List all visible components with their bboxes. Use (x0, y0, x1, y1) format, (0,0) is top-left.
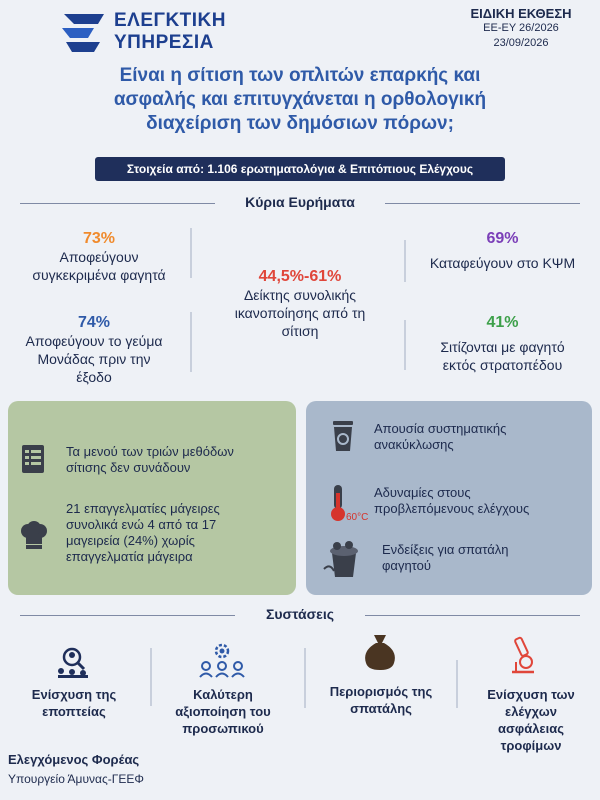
finding-text: Δείκτης συνολικής (243, 287, 357, 303)
recommendation-line: τροφίμων (500, 738, 562, 753)
recommendation-line: Καλύτερη (193, 687, 253, 702)
finding-2 (4, 314, 184, 386)
issues-box-right (306, 401, 592, 595)
finding-value: 73% (82, 230, 116, 247)
audit-question (40, 64, 560, 136)
finding-text: Καταφεύγουν στο ΚΨΜ (429, 255, 576, 271)
report-code: ΕΕ-ΕΥ 26/2026 (483, 22, 559, 34)
recommendation-line: ασφάλειας (498, 721, 564, 736)
question-line: ασφαλής και επιτυγχάνεται η ορθολογική (113, 89, 487, 110)
divider (190, 228, 192, 278)
recommendation-3 (314, 683, 448, 717)
issue-line: φαγητού (382, 558, 431, 573)
finding-text: Σιτίζονται με φαγητό (440, 339, 565, 355)
audited-entity-name: Υπουργείο Άμυνας-ΓΕΕΦ (8, 772, 144, 786)
finding-4 (410, 230, 595, 272)
finding-1 (14, 230, 184, 284)
finding-text: Μονάδας πριν την (37, 351, 151, 367)
finding-text: σίτιση (281, 323, 319, 339)
report-info (456, 6, 586, 51)
temperature-label: 60°C (346, 512, 368, 523)
money-bag-icon (362, 633, 398, 671)
divider (385, 203, 580, 204)
finding-value: 69% (486, 230, 519, 247)
recommendation-line: αξιοποίηση του (175, 704, 271, 719)
finding-text: ικανοποίησης από τη (234, 305, 366, 321)
finding-text: Αποφεύγουν (59, 249, 139, 265)
issue-line: Ενδείξεις για σπατάλη (382, 542, 509, 557)
issue-text (66, 501, 291, 565)
chef-hat-icon (18, 519, 50, 551)
finding-text: συγκεκριμένα φαγητά (32, 267, 166, 283)
issue-line: επαγγελματία μάγειρα (66, 549, 193, 564)
finding-value: 74% (77, 314, 111, 331)
staff-gear-icon (198, 642, 246, 678)
recommendation-line: εποπτείας (42, 704, 106, 719)
divider (190, 312, 192, 372)
divider (304, 648, 306, 708)
report-date: 23/09/2026 (493, 37, 549, 49)
issue-text (374, 485, 589, 517)
divider (404, 320, 406, 370)
issue-line: μαγειρεία (24%) χωρίς (66, 533, 195, 548)
divider (404, 240, 406, 282)
food-waste-bin-icon (322, 539, 366, 579)
org-name-line2: ΥΠΗΡΕΣΙΑ (114, 32, 214, 53)
recommendation-2 (160, 686, 286, 737)
issue-line: σίτισης δεν συνάδουν (66, 460, 191, 475)
recommendation-line: σπατάλης (350, 701, 412, 716)
finding-3 (200, 268, 400, 340)
findings-title: Κύρια Ευρήματα (245, 194, 355, 210)
recommendation-line: προσωπικού (182, 721, 264, 736)
issue-text (66, 444, 286, 476)
issue-line: 21 επαγγελματίες μάγειρες (66, 501, 220, 516)
question-line: διαχείριση των δημόσιων πόρων; (146, 113, 454, 134)
question-line: Είναι η σίτιση των οπλιτών επαρκής και (119, 65, 481, 86)
recommendation-1 (4, 686, 144, 720)
recommendation-line: ελέγχων (505, 704, 557, 719)
divider (365, 615, 580, 616)
logo (60, 6, 240, 58)
recommendations-title: Συστάσεις (266, 606, 334, 622)
finding-value: 44,5%-61% (258, 268, 342, 285)
recommendation-4 (466, 686, 596, 754)
divider (20, 615, 235, 616)
divider (150, 648, 152, 706)
issue-line: Αδυναμίες στους (374, 485, 471, 500)
recycle-bin-icon (330, 419, 356, 453)
issues-box-left (8, 401, 296, 595)
issue-line: Τα μενού των τριών μεθόδων (66, 444, 234, 459)
document-list-icon (20, 443, 46, 475)
recommendation-line: Περιορισμός της (329, 684, 433, 699)
issue-text (382, 542, 582, 574)
divider (456, 660, 458, 708)
thermometer-icon (324, 483, 368, 523)
finding-5 (410, 314, 595, 374)
issue-line: ανακύκλωσης (374, 437, 454, 452)
issue-line: Απουσία συστηματικής (374, 421, 507, 436)
microscope-icon (504, 636, 538, 676)
issue-line: συνολικά ενώ 4 από τα 17 (66, 517, 217, 532)
finding-value: 41% (486, 314, 519, 331)
finding-text: Αποφεύγουν το γεύμα (25, 333, 163, 349)
logo-mark-icon (60, 8, 108, 54)
finding-text: έξοδο (76, 369, 112, 385)
finding-text: εκτός στρατοπέδου (442, 357, 563, 373)
recommendation-line: Ενίσχυση των (487, 687, 575, 702)
data-source-banner: Στοιχεία από: 1.106 ερωτηματολόγια & Επιτόπιους Ελέγχους (95, 157, 505, 181)
team-search-icon (56, 645, 92, 679)
issue-line: προβλεπόμενους ελέγχους (374, 501, 530, 516)
divider (20, 203, 215, 204)
recommendation-line: Ενίσχυση της (31, 687, 117, 702)
report-type: ΕΙΔΙΚΗ ΕΚΘΕΣΗ (470, 6, 572, 21)
org-name-line1: ΕΛΕΓΚΤΙΚΗ (114, 10, 226, 31)
audited-entity-label: Ελεγχόμενος Φορέας (8, 752, 140, 767)
logo-text (114, 10, 226, 54)
issue-text (374, 421, 584, 453)
